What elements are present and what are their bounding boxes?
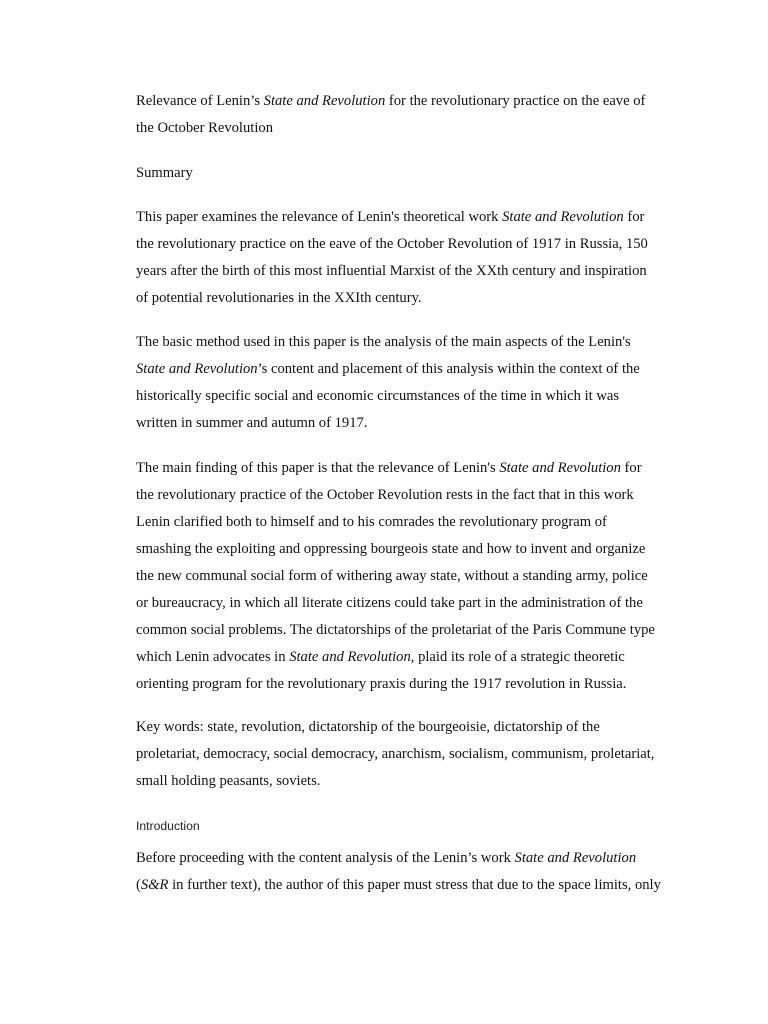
introduction-heading: Introduction — [136, 819, 200, 833]
title-line-2: the October Revolution — [136, 120, 273, 136]
introduction-paragraph: Before proceeding with the content analysis of the Lenin’s work State and Revolution (S&R in further text), the author of this paper must stress that due to the space limits, only — [136, 850, 661, 893]
summary-paragraph-2: The basic method used in this paper is the analysis of the main aspects of the Lenin's State and Revolution’s content and placement of this analysis within the context of the historically specific social and economic circumstances of the time in which it was written in summer and autumn of 1917. — [136, 334, 640, 431]
summary-paragraph-1: This paper examines the relevance of Lenin's theoretical work State and Revolution for the revolutionary practice on the eave of the October Revolution of 1917 in Russia, 150 years after the birth of this most influential Marxist of the XXth century and inspiration of potential revolutionaries in the XXIth century. — [136, 209, 648, 306]
title-italic-work: State and Revolution — [263, 93, 386, 109]
keywords-paragraph: Key words: state, revolution, dictatorship of the bourgeoisie, dictatorship of the proletariat, democracy, social democracy, anarchism, socialism, communism, proletariat, small holding peasants, soviets. — [136, 719, 655, 789]
summary-paragraph-3: The main finding of this paper is that the relevance of Lenin's State and Revolution for the revolutionary practice of the October Revolution rests in the fact that in this work Lenin clarified both to himself and to his comrades the revolutionary program of smashing the exploiting and oppressing bourgeois state and how to invent and organize the new communal social form of withering away state, without a standing army, police or bureaucracy, in which all literate citizens could take part in the administration of the common social problems. The dictatorships of the proletariat of the Paris Commune type which Lenin advocates in State and Revolution, plaid its role of a strategic theoretic orienting program for the revolutionary praxis during the 1917 revolution in Russia. — [136, 460, 655, 692]
document-title — [136, 88, 691, 142]
title-line-1: Relevance of Lenin’s State and Revolution for the revolutionary practice on the eave of — [136, 93, 646, 109]
summary-heading: Summary — [136, 165, 193, 181]
